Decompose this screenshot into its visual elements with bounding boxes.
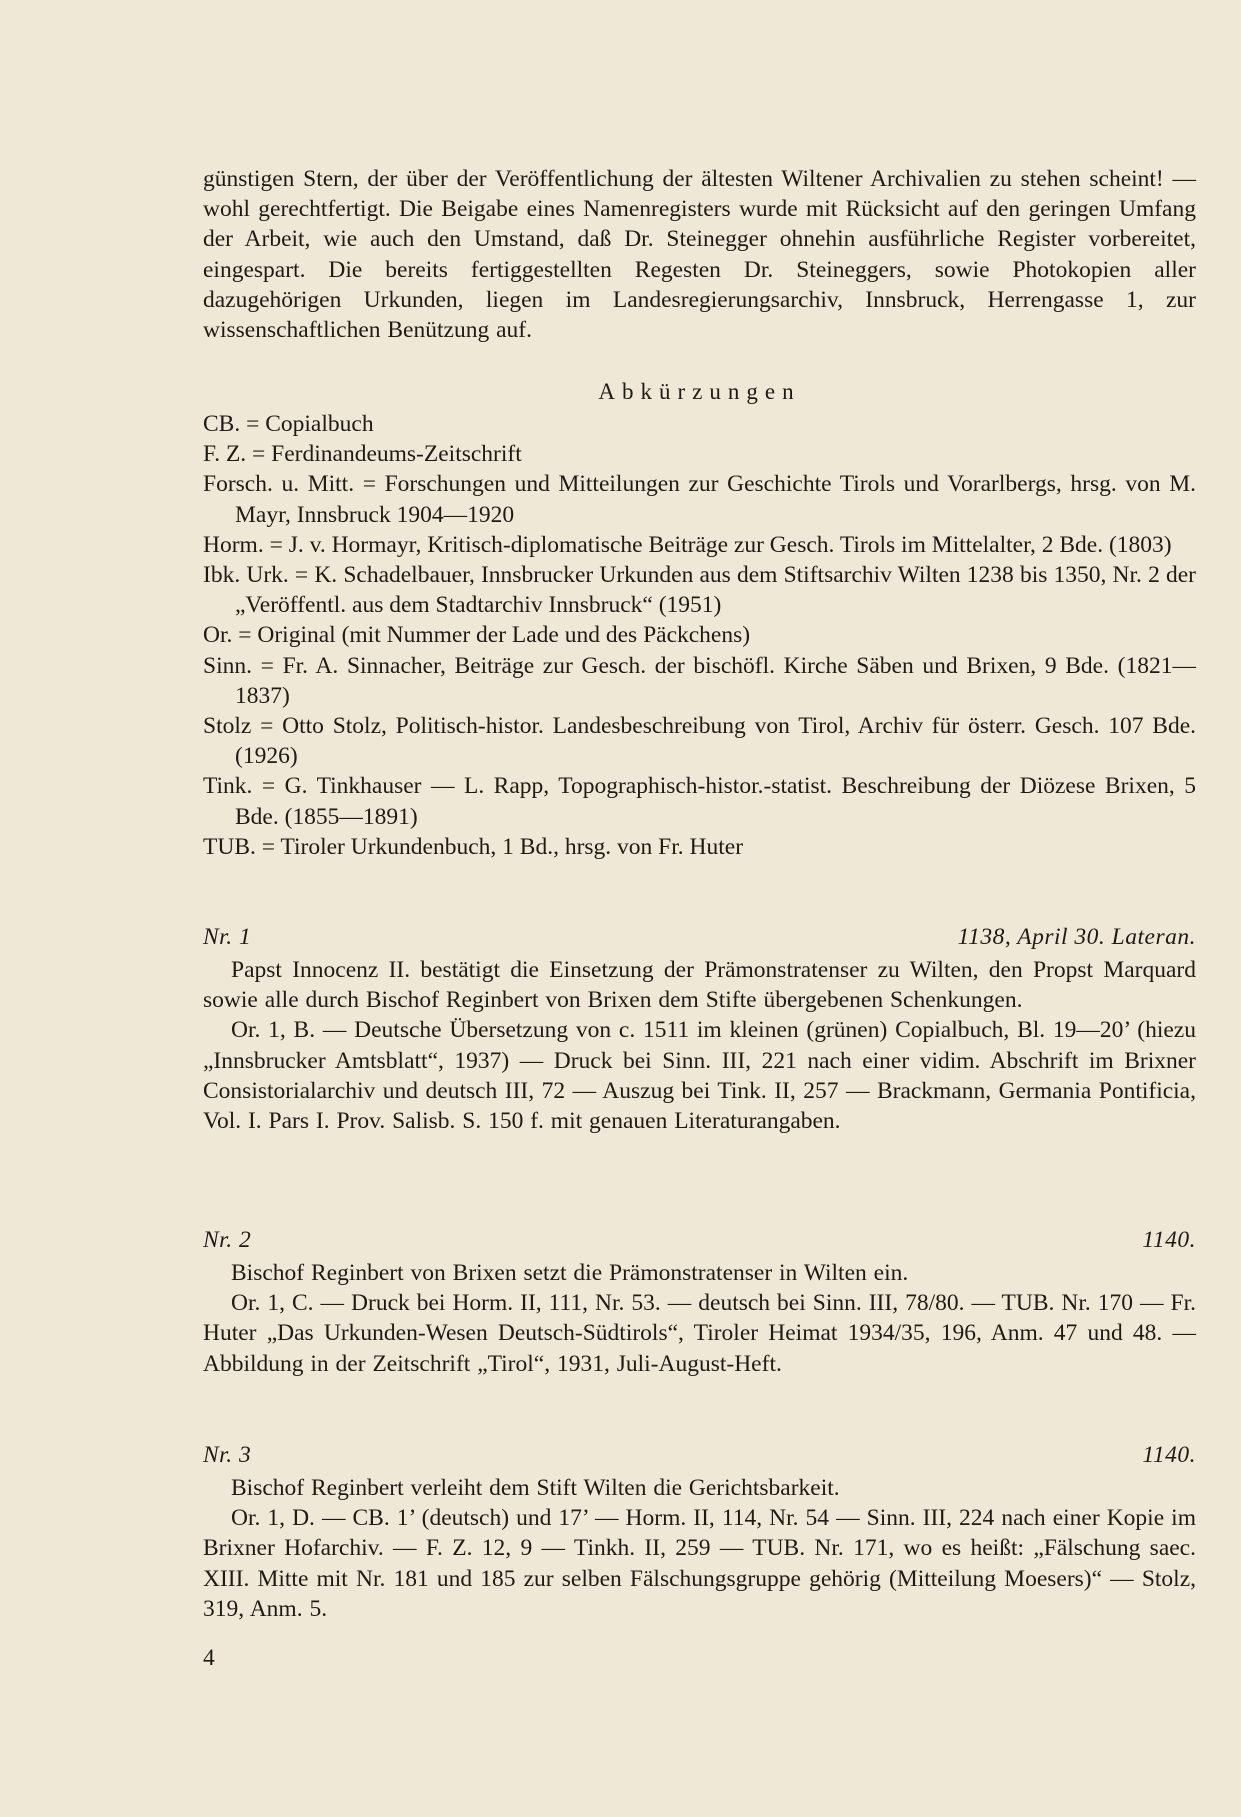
abbreviation-item: TUB. = Tiroler Urkundenbuch, 1 Bd., hrsg. von Fr. Huter: [203, 833, 744, 860]
entry-header: [203, 922, 1196, 952]
abbreviation-item: Forsch. u. Mitt. = Forschungen und Mitteilungen zur Geschichte Tirols und Vorarlbergs, hrsg. von M. Mayr, Innsbruck 1904—1920: [203, 471, 1196, 528]
entry-date: 1140.: [1142, 1442, 1196, 1468]
abbreviation-item: F. Z. = Ferdinandeums-Zeitschrift: [203, 441, 522, 468]
entry-number: Nr. 1: [203, 924, 252, 950]
page-number: 4: [203, 1645, 215, 1671]
entry-sources: Or. 1, D. — CB. 1’ (deutsch) und 17’ — Horm. II, 114, Nr. 54 — Sinn. III, 224 nach einer Kopie im Brixner Hofarchiv. — F. Z. 12, 9 — Tinkh. II, 259 — TUB. Nr. 171, wo es heißt: „Fälschung saec. XIII. Mitte mit Nr. 181 und 185 zur selben Fälschungsgruppe gehörig (Mitteilung Moesers)“ — Stolz, 319, Anm. 5.: [203, 1505, 1196, 1622]
entry-sources: Or. 1, C. — Druck bei Horm. II, 111, Nr. 53. — deutsch bei Sinn. III, 78/80. — TUB. Nr. 170 — Fr. Huter „Das Urkunden-Wesen Deutsch-Südtirols“, Tiroler Heimat 1934/35, 196, Anm. 47 und 48. — Abbildung in der Zeitschrift „Tirol“, 1931, Juli-August-Heft.: [203, 1290, 1196, 1377]
entry-number: Nr. 3: [203, 1442, 252, 1468]
entry-date: 1138, April 30. Lateran.: [957, 924, 1196, 950]
entry-1: [203, 922, 1196, 1136]
abbreviations-heading: Abkürzungen: [598, 379, 801, 404]
abbreviations-section: [203, 377, 1196, 862]
entry-header: [203, 1225, 1196, 1255]
entry-summary: Bischof Reginbert von Brixen setzt die Prämonstratenser in Wilten ein.: [231, 1260, 909, 1286]
entry-number: Nr. 2: [203, 1227, 252, 1253]
entry-summary: Bischof Reginbert verleiht dem Stift Wilten die Gerichtsbarkeit.: [231, 1475, 840, 1501]
intro-block: [203, 164, 1196, 345]
abbreviation-item: Stolz = Otto Stolz, Politisch-histor. Landesbeschreibung von Tirol, Archiv für österr. Gesch. 107 Bde. (1926): [203, 713, 1196, 770]
entry-header: [203, 1440, 1196, 1470]
entry-2: [203, 1225, 1196, 1379]
abbreviation-item: Tink. = G. Tinkhauser — L. Rapp, Topographisch-histor.-statist. Beschreibung der Diözese Brixen, 5 Bde. (1855—1891): [203, 773, 1196, 830]
entry-3: [203, 1440, 1196, 1624]
abbreviation-item: Ibk. Urk. = K. Schadelbauer, Innsbrucker Urkunden aus dem Stiftsarchiv Wilten 1238 bis 1350, Nr. 2 der „Veröffentl. aus dem Stadtarchiv Innsbruck“ (1951): [203, 562, 1196, 619]
entry-summary: Papst Innocenz II. bestätigt die Einsetzung der Prämonstratenser zu Wilten, den Propst Marquard sowie alle durch Bischof Reginbert von Brixen dem Stifte übergebenen Schenkungen.: [203, 957, 1196, 1014]
entry-date: 1140.: [1142, 1227, 1196, 1253]
abbreviation-item: Sinn. = Fr. A. Sinnacher, Beiträge zur Gesch. der bischöfl. Kirche Säben und Brixen, 9 Bde. (1821—1837): [203, 652, 1196, 709]
entry-sources: Or. 1, B. — Deutsche Übersetzung von c. 1511 im kleinen (grünen) Copialbuch, Bl. 19—20’ (hiezu „Innsbrucker Amtsblatt“, 1937) — Druck bei Sinn. III, 221 nach einer vidim. Abschrift im Brixner Consistorialarchiv und deutsch III, 72 — Auszug bei Tink. II, 257 — Brackmann, Germania Pontificia, Vol. I. Pars I. Prov. Salisb. S. 150 f. mit genauen Literaturangaben.: [203, 1017, 1196, 1135]
abbreviation-item: CB. = Copialbuch: [203, 411, 374, 437]
intro-paragraph: günstigen Stern, der über der Veröffentlichung der ältesten Wiltener Archivalien zu stehen scheint! — wohl gerechtfertigt. Die Beigabe eines Namenregisters wurde mit Rücksicht auf den geringen Umfang der Arbeit, wie auch den Umstand, daß Dr. Steinegger ohnehin ausführliche Register vorbereitet, eingespart. Die bereits fertiggestellten Regesten Dr. Steineggers, sowie Photokopien aller dazugehörigen Urkunden, liegen im Landesregierungsarchiv, Innsbruck, Herrengasse 1, zur wissenschaftlichen Benützung auf.: [203, 166, 1196, 344]
abbreviation-item: Or. = Original (mit Nummer der Lade und des Päckchens): [203, 622, 751, 649]
abbreviation-item: Horm. = J. v. Hormayr, Kritisch-diplomatische Beiträge zur Gesch. Tirols im Mittelalter, 2 Bde. (1803): [203, 531, 1172, 558]
